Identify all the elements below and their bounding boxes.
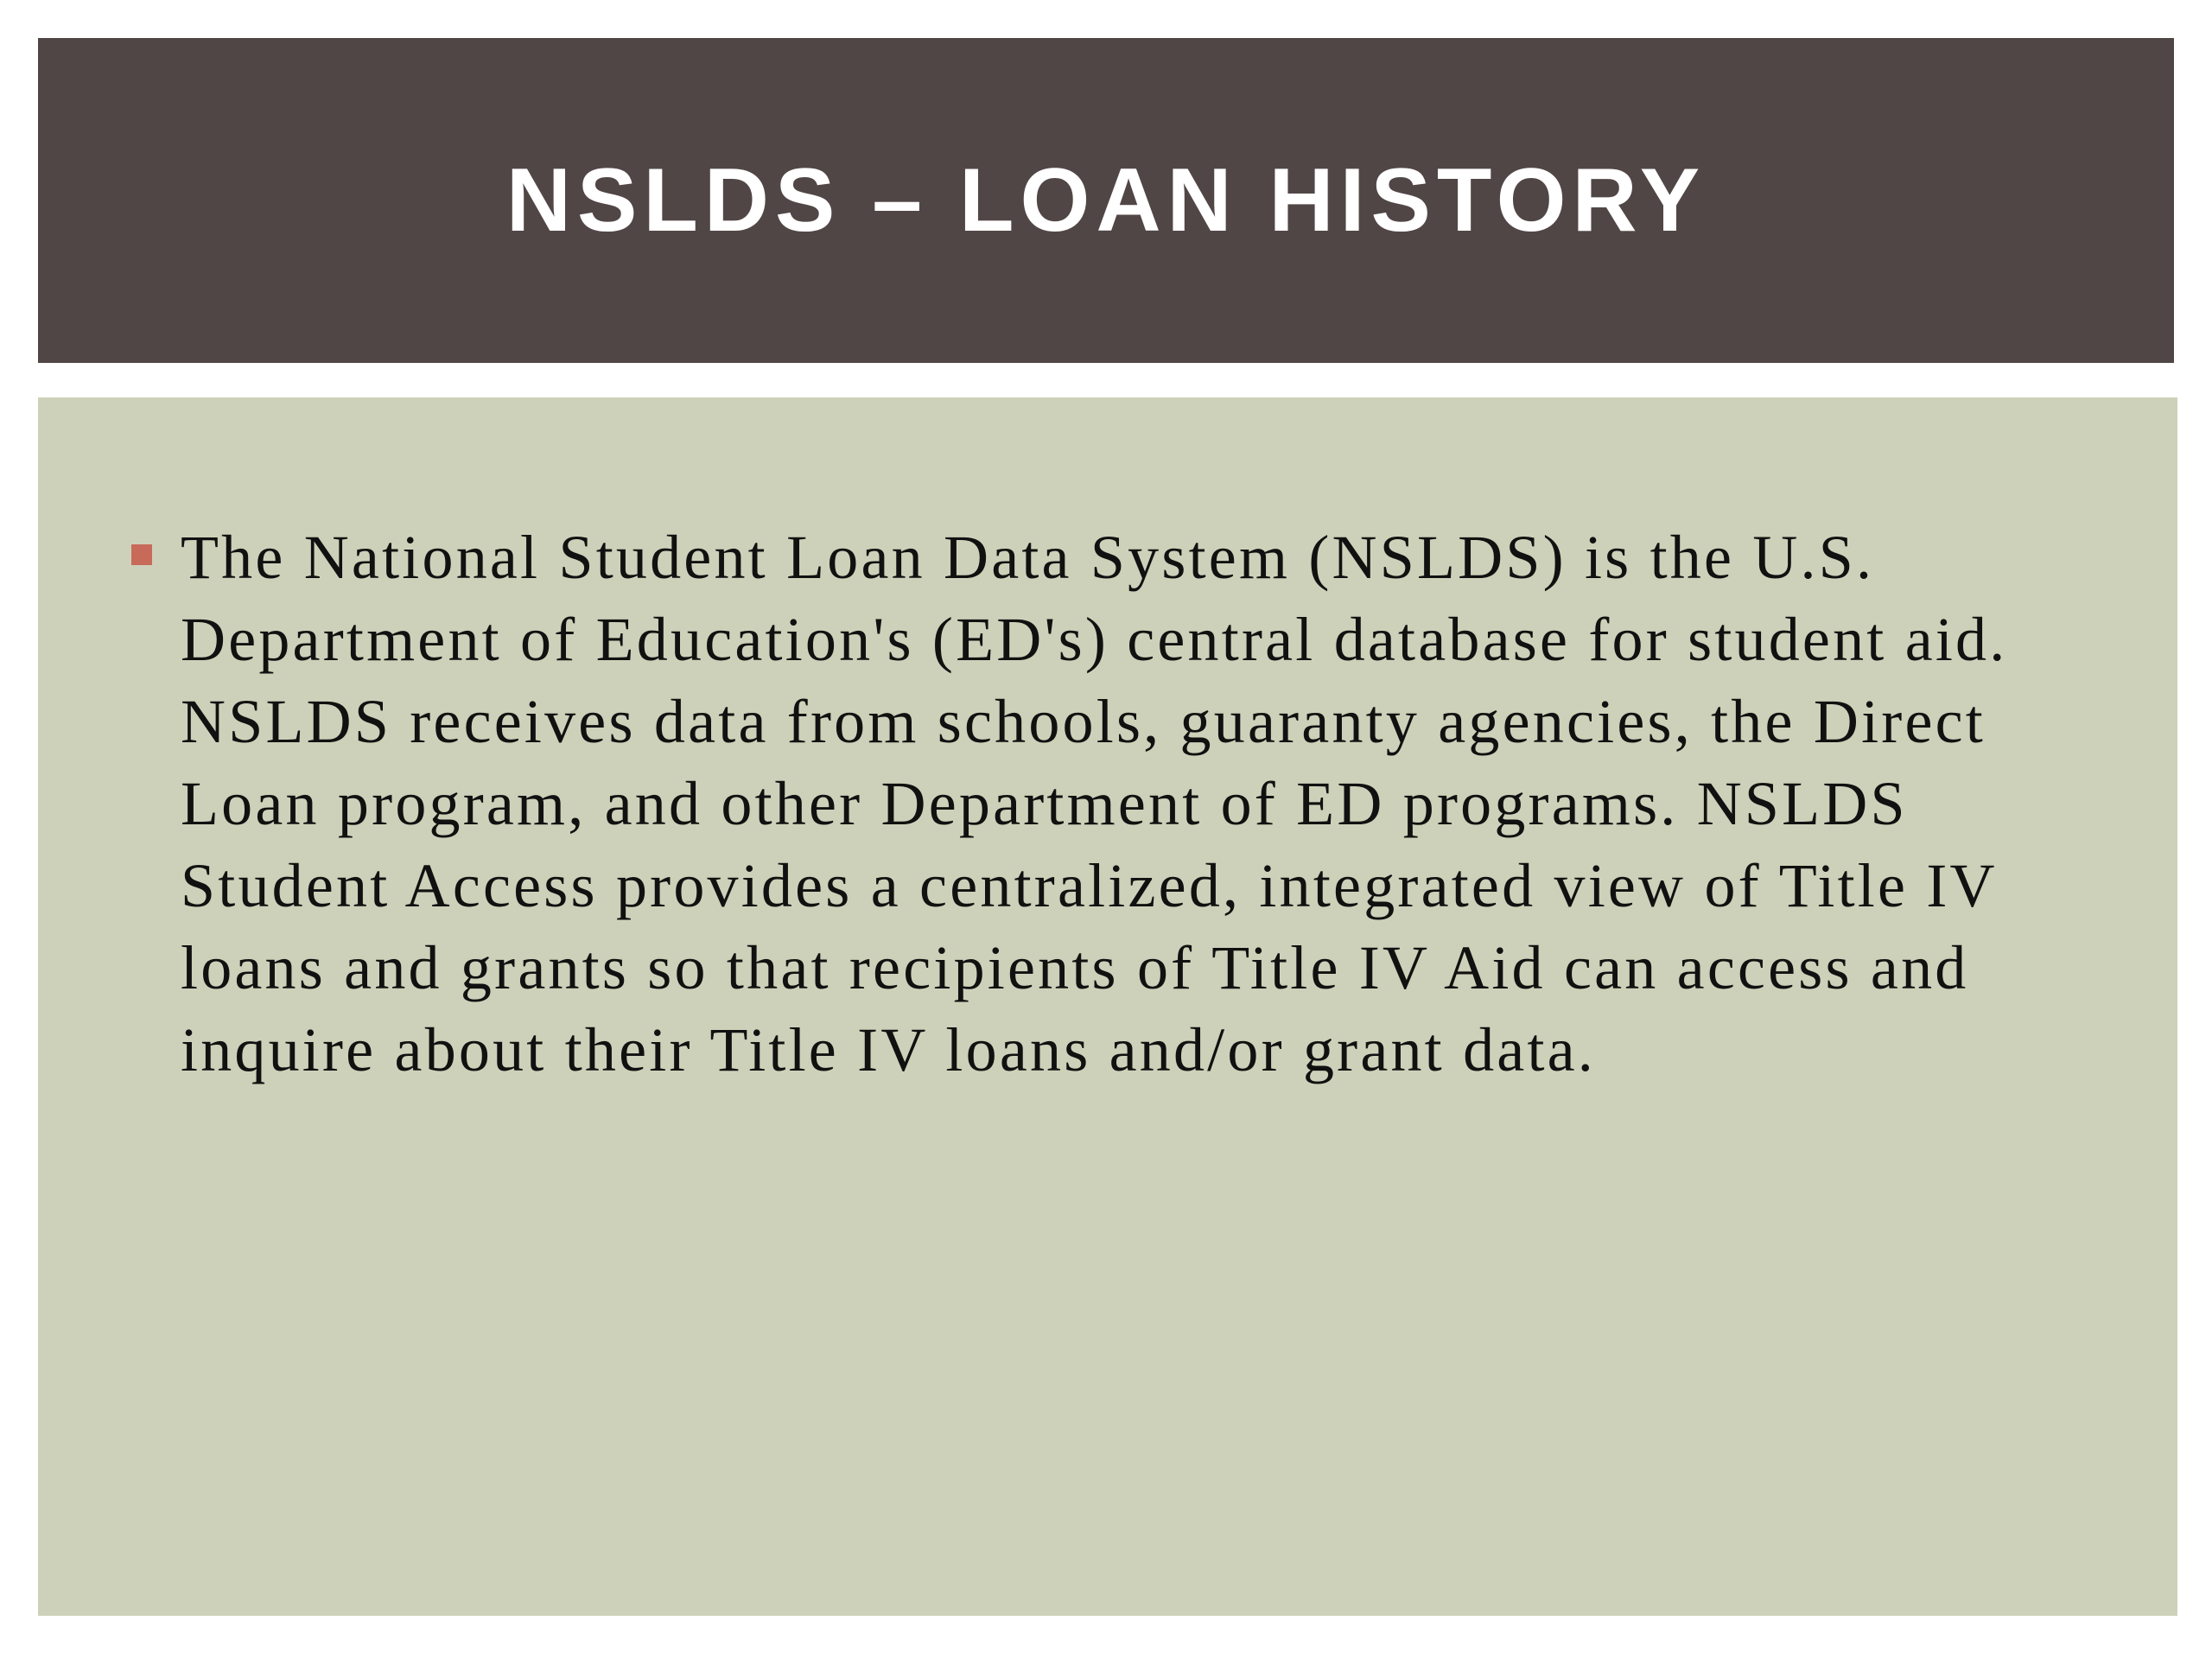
- bullet-list: [38, 517, 2177, 1091]
- bullet-item: [38, 517, 2177, 1091]
- square-bullet-icon: [131, 544, 152, 565]
- slide-title: NSLDS – LOAN HISTORY: [505, 149, 1707, 251]
- title-bar: [38, 38, 2174, 363]
- bullet-text: The National Student Loan Data System (NSLDS) is the U.S. Department of Education's (ED's) central database for student aid. NSLDS receives data from schools, guaranty agencies, the Direct Loan program, and other Department of ED programs. NSLDS Student Access provides a centralized, integrated view of Title IV loans and grants so that recipients of Title IV Aid can access and inquire about their Title IV loans and/or grant data.: [181, 523, 2008, 1084]
- content-panel: [38, 397, 2177, 1616]
